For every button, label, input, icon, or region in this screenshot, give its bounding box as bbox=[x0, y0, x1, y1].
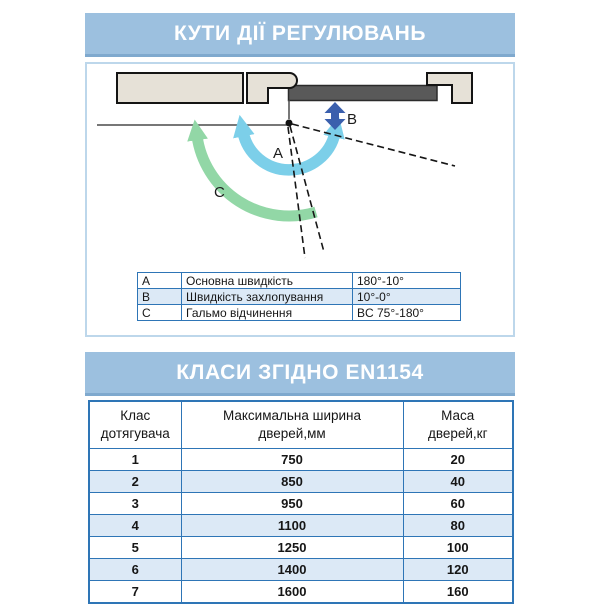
legend-value: 10°-0° bbox=[353, 289, 461, 305]
table-row bbox=[138, 305, 461, 321]
table-row bbox=[138, 289, 461, 305]
column-header-max-width: Максимальна ширина дверей,мм bbox=[181, 401, 403, 449]
section1-title: КУТИ ДІЇ РЕГУЛЮВАНЬ bbox=[173, 21, 427, 45]
section2-header bbox=[85, 352, 515, 396]
section2-title: КЛАСИ ЗГІДНО EN1154 bbox=[176, 360, 424, 384]
mass-cell: 60 bbox=[403, 493, 513, 515]
legend-value: BC 75°-180° bbox=[353, 305, 461, 321]
en1154-classes-table bbox=[88, 400, 514, 604]
dashed-line-near-closed-1 bbox=[288, 127, 305, 258]
legend-name: Основна швидкість bbox=[182, 273, 353, 289]
legend-name: Гальмо відчинення bbox=[182, 305, 353, 321]
width-cell: 750 bbox=[181, 449, 403, 471]
legend-key: C bbox=[138, 305, 182, 321]
column-header-class: Клас дотягувача bbox=[89, 401, 181, 449]
mass-cell: 20 bbox=[403, 449, 513, 471]
door-frame-left bbox=[117, 73, 243, 103]
mass-cell: 80 bbox=[403, 515, 513, 537]
table-row bbox=[89, 537, 513, 559]
table-row bbox=[89, 515, 513, 537]
width-cell: 1100 bbox=[181, 515, 403, 537]
column-header-mass: Маса дверей,кг bbox=[403, 401, 513, 449]
diagram-label-c: C bbox=[214, 184, 225, 201]
class-cell: 4 bbox=[89, 515, 181, 537]
mass-cell: 40 bbox=[403, 471, 513, 493]
diagram-label-b: B bbox=[347, 111, 358, 128]
diagram-label-a: A bbox=[273, 145, 284, 162]
table-header-row bbox=[89, 401, 513, 449]
class-cell: 3 bbox=[89, 493, 181, 515]
width-cell: 950 bbox=[181, 493, 403, 515]
dashed-line-near-closed-2 bbox=[290, 126, 324, 252]
class-cell: 2 bbox=[89, 471, 181, 493]
table-row bbox=[89, 471, 513, 493]
legend-name: Швидкість захлопування bbox=[182, 289, 353, 305]
class-cell: 6 bbox=[89, 559, 181, 581]
width-cell: 1600 bbox=[181, 581, 403, 604]
table-row bbox=[138, 273, 461, 289]
table-row bbox=[89, 493, 513, 515]
legend-key: B bbox=[138, 289, 182, 305]
width-cell: 1400 bbox=[181, 559, 403, 581]
table-row bbox=[89, 449, 513, 471]
arc-a-main-speed bbox=[243, 132, 335, 170]
pivot-point bbox=[286, 120, 293, 127]
door-slide-rail bbox=[289, 86, 438, 101]
legend-key: A bbox=[138, 273, 182, 289]
class-cell: 7 bbox=[89, 581, 181, 604]
mass-cell: 100 bbox=[403, 537, 513, 559]
mass-cell: 120 bbox=[403, 559, 513, 581]
adjustments-legend-table bbox=[137, 272, 461, 321]
arrow-b-latching-speed bbox=[325, 102, 346, 130]
section1-header bbox=[85, 13, 515, 57]
width-cell: 850 bbox=[181, 471, 403, 493]
width-cell: 1250 bbox=[181, 537, 403, 559]
class-cell: 1 bbox=[89, 449, 181, 471]
mass-cell: 160 bbox=[403, 581, 513, 604]
legend-value: 180°-10° bbox=[353, 273, 461, 289]
table-row bbox=[89, 559, 513, 581]
class-cell: 5 bbox=[89, 537, 181, 559]
